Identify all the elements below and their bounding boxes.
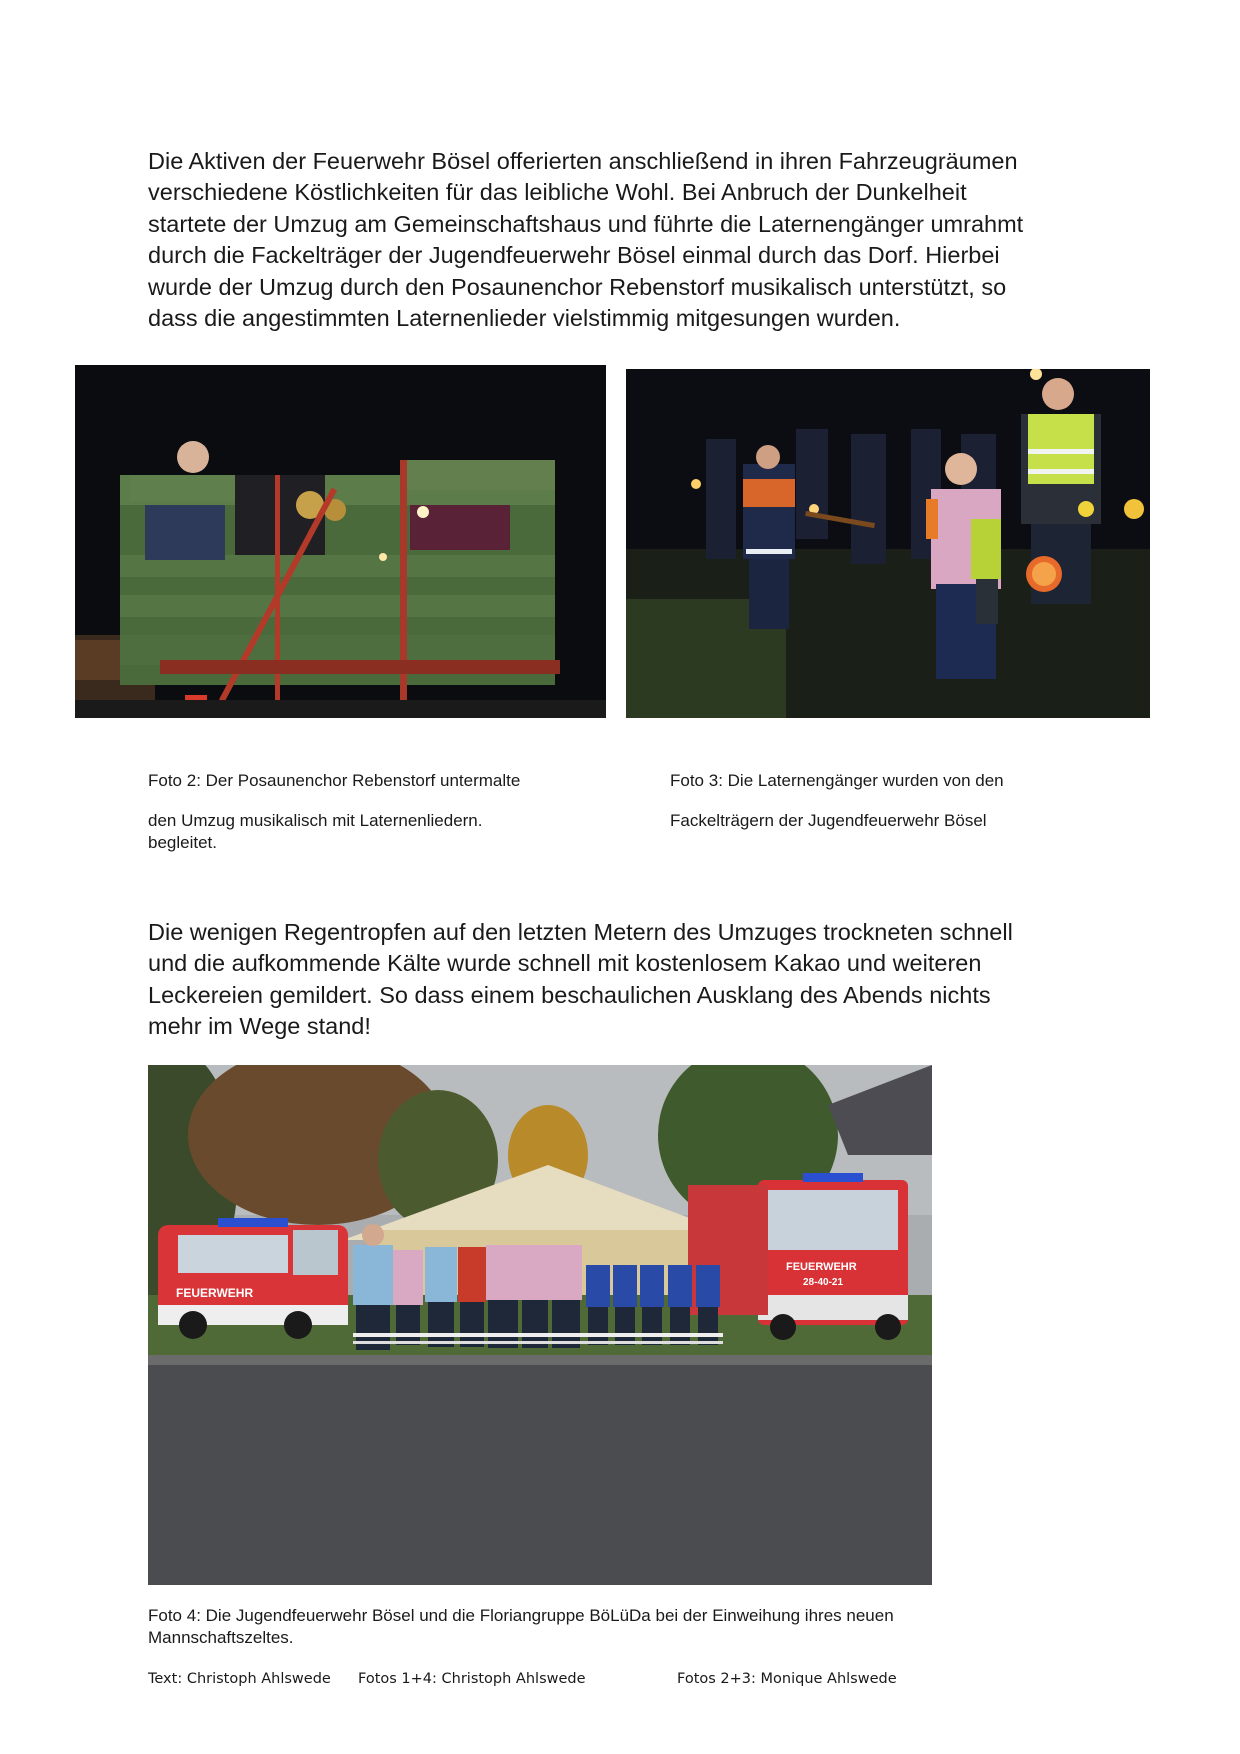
photo-posaunenchor-wagon: [75, 365, 606, 718]
van-label: FEUERWEHR: [176, 1286, 254, 1300]
paragraph-line: verschiedene Köstlichkeiten für das leibliche Wohl. Bei Anbruch der Dunkelheit: [148, 179, 967, 206]
truck-number: 28-40-21: [803, 1277, 844, 1288]
paragraph-line: und die aufkommende Kälte wurde schnell mit kostenlosem Kakao und weiteren: [148, 950, 982, 977]
paragraph-line: Die Aktiven der Feuerwehr Bösel offerierten anschließend in ihren Fahrzeugräumen: [148, 148, 1018, 174]
paragraph-line: startete der Umzug am Gemeinschaftshaus und führte die Laternengänger umrahmt: [148, 210, 1024, 237]
photo-group-tent: [148, 1065, 932, 1585]
paragraph-line: mehr im Wege stand!: [148, 1013, 371, 1040]
paragraph-line: Die wenigen Regentropfen auf den letzten Metern des Umzuges trockneten schnell: [148, 919, 1013, 945]
caption-foto2-rest: [148, 810, 483, 854]
photo-laternengaenger: [626, 369, 1150, 718]
fire-van: [158, 1218, 348, 1339]
credit-fotos-2-3: Fotos 2+3: Monique Ahlswede: [677, 1671, 897, 1687]
closing-paragraph: [148, 917, 1108, 1043]
credit-text-author: Text: Christoph Ahlswede: [148, 1671, 331, 1687]
credit-fotos-1-4: Fotos 1+4: Christoph Ahlswede: [358, 1671, 586, 1687]
caption-line: den Umzug musikalisch mit Laternenliedern.: [148, 811, 483, 830]
caption-line: Mannschaftszeltes.: [148, 1628, 294, 1647]
paragraph-line: dass die angestimmten Laternenlieder vielstimmig mitgesungen wurden.: [148, 305, 901, 332]
caption-line: begleitet.: [148, 833, 217, 852]
paragraph-line: wurde der Umzug durch den Posaunenchor Rebenstorf musikalisch unterstützt, so: [148, 273, 1007, 300]
caption-foto4: [148, 1605, 894, 1649]
caption-foto3-line1: Foto 3: Die Laternengänger wurden von den: [670, 771, 1004, 790]
paragraph-line: Leckereien gemildert. So dass einem beschaulichen Ausklang des Abends nichts: [148, 981, 991, 1008]
truck-label: FEUERWEHR: [786, 1261, 857, 1273]
fire-truck: [688, 1173, 908, 1340]
caption-line: Foto 4: Die Jugendfeuerwehr Bösel und die Floriangruppe BöLüDa bei der Einweihung ihres neuen: [148, 1606, 894, 1625]
paragraph-line: durch die Fackelträger der Jugendfeuerwehr Bösel einmal durch das Dorf. Hierbei: [148, 242, 1000, 269]
caption-foto3-line2: Fackelträgern der Jugendfeuerwehr Bösel: [670, 811, 987, 830]
intro-paragraph: [148, 146, 1108, 334]
caption-foto2-line1: Foto 2: Der Posaunenchor Rebenstorf untermalte: [148, 771, 521, 790]
